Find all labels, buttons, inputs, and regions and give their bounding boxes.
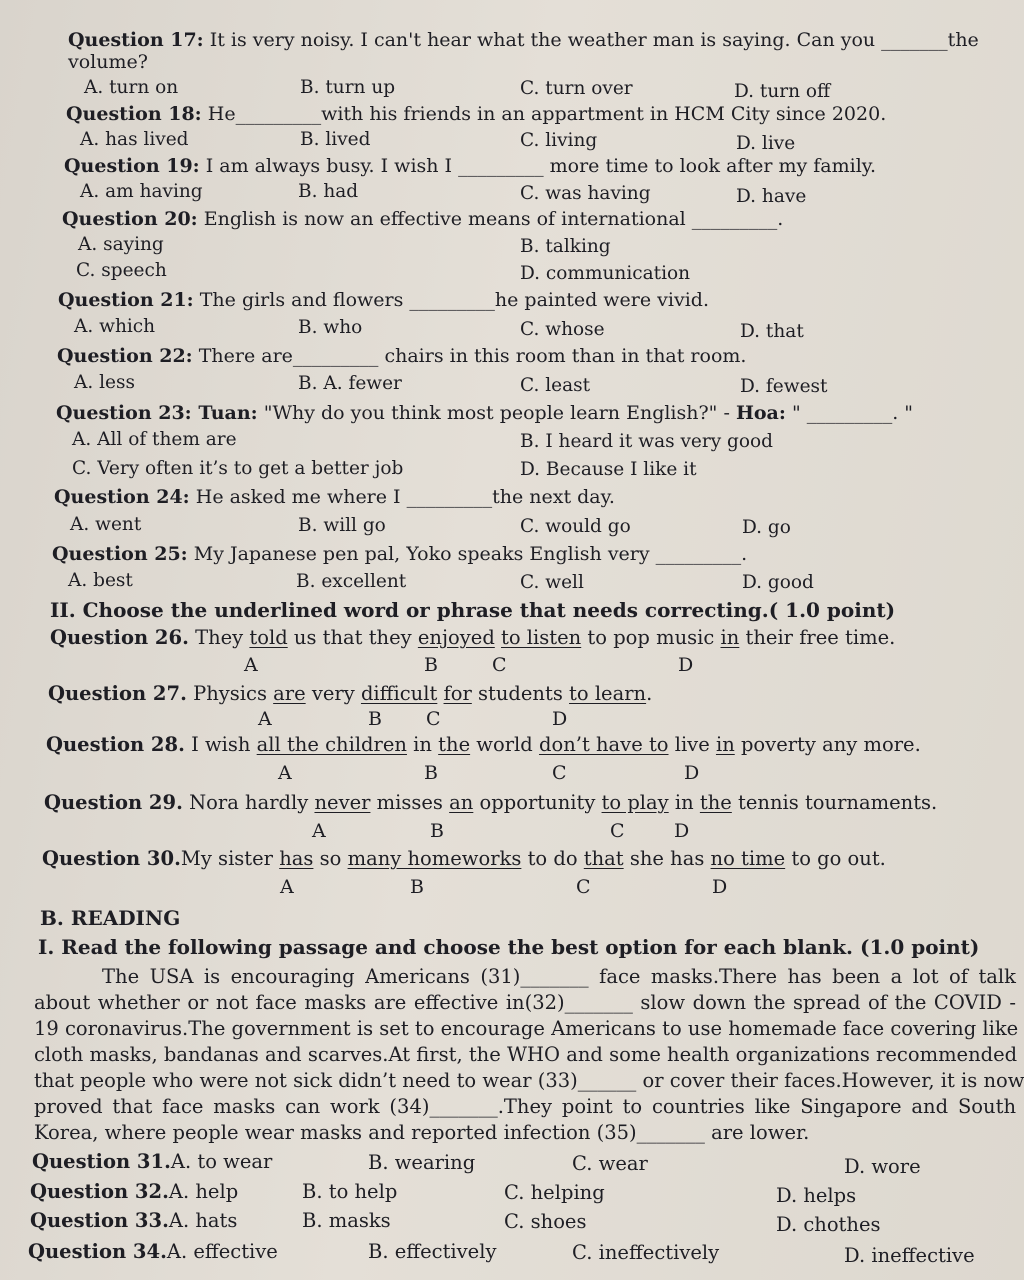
section-heading: II. Choose the underlined word or phrase that needs correcting.( 1.0 point) [50, 598, 896, 622]
letter-c: C [552, 762, 567, 784]
option-a: A. am having [80, 181, 203, 202]
question-text: My Japanese pen pal, Yoko speaks English very _________. [193, 543, 748, 565]
question-30 [42, 847, 886, 871]
sentence-text: to pop music [581, 626, 721, 649]
option-b: B. excellent [296, 571, 407, 592]
option-b: B. turn up [300, 77, 396, 98]
question-text: There are_________ chairs in this room than in that room. [198, 345, 747, 367]
option-b: B. A. fewer [298, 373, 402, 394]
question-21 [58, 288, 709, 312]
question-29 [44, 791, 937, 815]
option-d: D. fewest [740, 376, 828, 397]
question-20 [62, 207, 783, 231]
option-a: A. turn on [84, 77, 179, 98]
letter-d: D [552, 708, 568, 730]
option-a: A. which [74, 316, 156, 337]
question-label: Question 27. [48, 682, 187, 705]
sentence-text: their free time. [739, 626, 896, 649]
sentence-text: Physics [193, 682, 274, 705]
question-label: Question 28. [46, 733, 185, 756]
option-c: C. least [520, 375, 591, 396]
option-a: A. saying [78, 234, 164, 255]
option-c: C. would go [520, 516, 631, 537]
sentence-text: They [195, 626, 250, 649]
question-18 [66, 102, 886, 126]
sentence-text: opportunity [473, 791, 602, 814]
sentence-text: tennis tournaments. [731, 791, 938, 814]
underlined-b: the [438, 733, 471, 756]
option-b: B. who [298, 317, 363, 338]
option-d: D. turn off [734, 81, 831, 102]
letter-a: A [280, 876, 294, 898]
question-31 [32, 1150, 272, 1174]
speaker-label: Hoa: [735, 402, 786, 424]
question-text: English is now an effective means of international _________. [203, 208, 784, 230]
letter-a: A [258, 708, 272, 730]
sentence-text: very [305, 682, 361, 705]
question-label: Question 31. [32, 1150, 171, 1173]
letter-c: C [610, 820, 625, 842]
underlined-a: are [273, 682, 306, 705]
underlined-b: many homeworks [347, 847, 522, 870]
sentence-text: live [668, 733, 716, 756]
option-d: D. good [742, 572, 814, 593]
question-label: Question 21: [58, 289, 194, 311]
sentence-text: to go out. [785, 847, 886, 870]
section-subheading: I. Read the following passage and choose the best option for each blank. (1.0 point) [38, 935, 980, 959]
question-label: Question 26. [50, 626, 189, 649]
passage-line: Korea, where people wear masks and reported infection (35)_______ are lower. [34, 1121, 810, 1144]
passage-line: that people who were not sick didn’t need to wear (33)______ or cover their faces.However, it is now [34, 1069, 1024, 1092]
option-b: B. talking [520, 236, 611, 257]
underlined-a: has [279, 847, 314, 870]
option-d: D. helps [776, 1184, 857, 1207]
passage-line: The USA is encouraging Americans (31)_______ face masks.There has been a lot of talk [102, 965, 1016, 988]
option-a: A. went [70, 514, 142, 535]
option-d: D. live [736, 133, 796, 154]
option-d: D. ineffective [844, 1244, 975, 1267]
question-25 [52, 542, 747, 566]
letter-b: B [424, 654, 438, 676]
option-d: D. wore [844, 1155, 921, 1178]
option-d: D. chothes [776, 1213, 881, 1236]
sentence-text: us that they [287, 626, 418, 649]
underlined-d: the [699, 791, 732, 814]
question-17-cont: volume? [68, 51, 148, 73]
option-b: B. masks [302, 1209, 391, 1232]
sentence-text: My sister [180, 847, 280, 870]
question-label: Question 34. [28, 1240, 167, 1263]
sentence-text: misses [370, 791, 450, 814]
underlined-c: don’t have to [538, 733, 669, 756]
underlined-d: in [715, 733, 735, 756]
option-d: D. communication [520, 263, 691, 284]
letter-d: D [674, 820, 690, 842]
sentence-text: Nora hardly [189, 791, 315, 814]
option-c: C. Very often it’s to get a better job [72, 458, 404, 479]
sentence-text: she has [623, 847, 711, 870]
letter-c: C [492, 654, 507, 676]
question-22 [57, 344, 746, 368]
letter-b: B [424, 762, 438, 784]
question-34 [28, 1240, 278, 1264]
option-b: B. wearing [368, 1151, 476, 1174]
underlined-c: that [583, 847, 624, 870]
option-c: C. speech [76, 260, 167, 281]
option-c: C. helping [504, 1181, 605, 1204]
question-27 [48, 682, 652, 706]
option-a: A. to wear [170, 1150, 273, 1173]
underlined-c: for [443, 682, 472, 705]
question-19 [64, 154, 876, 178]
question-label: Question 29. [44, 791, 183, 814]
question-label: Question 33. [30, 1209, 169, 1232]
letter-c: C [426, 708, 441, 730]
option-b: B. effectively [368, 1240, 497, 1263]
letter-d: D [712, 876, 728, 898]
section-heading: B. READING [40, 906, 181, 930]
option-a: A. help [168, 1180, 239, 1203]
option-a: A. has lived [80, 129, 189, 150]
option-c: C. shoes [504, 1210, 587, 1233]
option-d: D. Because I like it [520, 459, 697, 480]
option-c: C. well [520, 572, 584, 593]
option-d: D. have [736, 186, 807, 207]
question-text: I am always busy. I wish I _________ more time to look after my family. [205, 155, 877, 177]
question-text: "Why do you think most people learn English?" - [263, 402, 730, 424]
question-text-blank: " _________. " [791, 402, 914, 424]
question-label: Question 23: Tuan: [56, 402, 258, 424]
option-b: B. will go [298, 515, 386, 536]
letter-b: B [430, 820, 444, 842]
option-b: B. I heard it was very good [520, 431, 774, 452]
sentence-text: so [313, 847, 348, 870]
letter-d: D [678, 654, 694, 676]
letter-a: A [244, 654, 258, 676]
option-c: C. turn over [520, 78, 633, 99]
option-c: C. ineffectively [572, 1241, 720, 1264]
option-a: A. All of them are [72, 429, 237, 450]
question-label: Question 24: [54, 486, 190, 508]
option-c: C. was having [520, 183, 651, 204]
option-c: C. wear [572, 1152, 648, 1175]
question-23 [56, 401, 913, 425]
option-a: A. effective [166, 1240, 278, 1263]
option-b: B. had [298, 181, 359, 202]
option-d: D. that [740, 321, 804, 342]
underlined-a: told [249, 626, 288, 649]
option-d: D. go [742, 517, 791, 538]
question-28 [46, 733, 921, 757]
sentence-text: students [471, 682, 570, 705]
passage-line: proved that face masks can work (34)_______.They point to countries like Singapore and South [34, 1095, 1016, 1118]
question-label: Question 18: [66, 103, 202, 125]
question-label: Question 17: [68, 29, 204, 51]
question-label: Question 20: [62, 208, 198, 230]
sentence-text: to do [521, 847, 584, 870]
passage-line: 19 coronavirus.The government is set to encourage Americans to use homemade face covering like [34, 1017, 1019, 1040]
question-text: He asked me where I _________the next day. [195, 486, 615, 508]
sentence-text: I wish [191, 733, 257, 756]
sentence-text: world [470, 733, 539, 756]
underlined-d: no time [710, 847, 786, 870]
option-c: C. whose [520, 319, 605, 340]
sentence-text: . [646, 682, 653, 705]
letter-d: D [684, 762, 700, 784]
sentence-text: in [668, 791, 700, 814]
question-text: The girls and flowers _________he painted were vivid. [199, 289, 709, 311]
underlined-b: enjoyed [417, 626, 495, 649]
reading-passage [34, 964, 1024, 1146]
option-a: A. less [74, 372, 135, 393]
option-a: A. best [68, 570, 133, 591]
passage-line: about whether or not face masks are effective in(32)_______ slow down the spread of the COVID - [34, 991, 1016, 1014]
question-17 [68, 28, 979, 52]
option-b: B. lived [300, 129, 371, 150]
underlined-a: all the children [256, 733, 407, 756]
underlined-b: difficult [360, 682, 438, 705]
option-b: B. to help [302, 1180, 398, 1203]
option-a: A. hats [168, 1209, 238, 1232]
question-26 [50, 626, 895, 650]
letter-c: C [576, 876, 591, 898]
underlined-c: to play [601, 791, 669, 814]
underlined-b: an [449, 791, 474, 814]
passage-line: cloth masks, bandanas and scarves.At first, the WHO and some health organizations recommended [34, 1043, 1018, 1066]
underlined-a: never [314, 791, 371, 814]
underlined-d: in [720, 626, 740, 649]
question-label: Question 32. [30, 1180, 169, 1203]
question-text: He_________with his friends in an appartment in HCM City since 2020. [207, 103, 887, 125]
letter-b: B [368, 708, 382, 730]
underlined-d: to learn [569, 682, 647, 705]
letter-a: A [312, 820, 326, 842]
question-text: It is very noisy. I can't hear what the weather man is saying. Can you _______the [209, 29, 979, 51]
question-32 [30, 1180, 238, 1204]
letter-b: B [410, 876, 424, 898]
underlined-c: to listen [501, 626, 582, 649]
sentence-text: poverty any more. [734, 733, 921, 756]
sentence-text: in [406, 733, 439, 756]
question-33 [30, 1209, 237, 1233]
question-label: Question 19: [64, 155, 200, 177]
question-label: Question 30. [42, 847, 181, 870]
question-label: Question 22: [57, 345, 193, 367]
option-c: C. living [520, 130, 598, 151]
question-label: Question 25: [52, 543, 188, 565]
letter-a: A [278, 762, 292, 784]
question-24 [54, 485, 615, 509]
